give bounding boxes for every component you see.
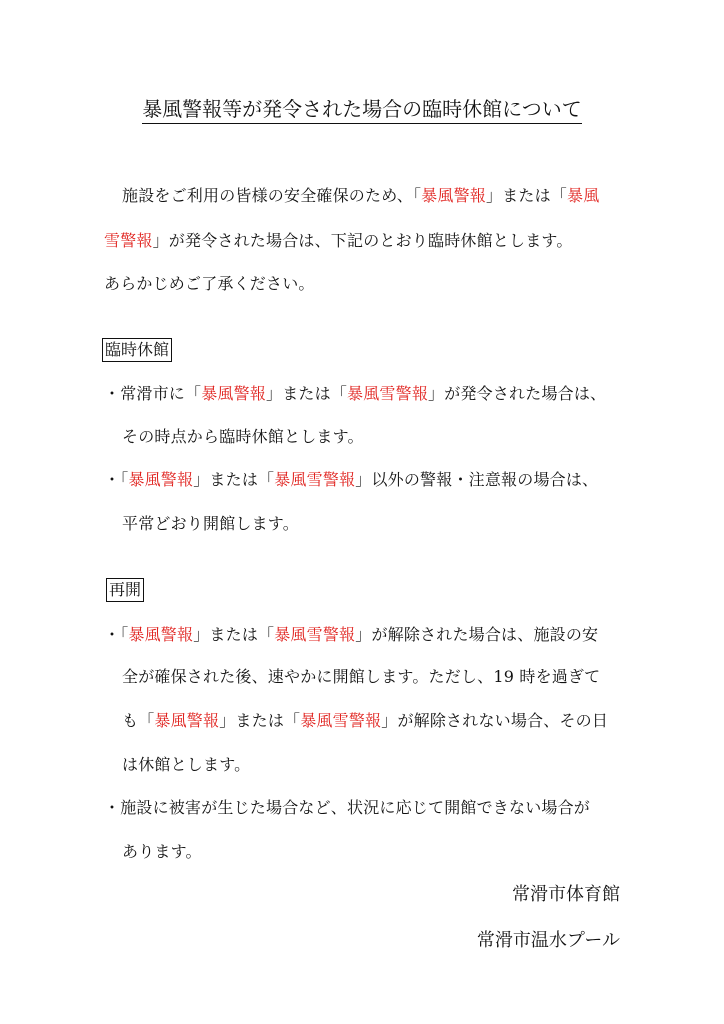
signature-gymnasium: 常滑市体育館 bbox=[512, 884, 620, 905]
reopen-bullet-1-line-3 bbox=[122, 711, 608, 731]
body-text: ・常滑市に「 bbox=[104, 384, 202, 403]
emphasis-text: 暴風警報 bbox=[421, 186, 486, 205]
closure-bullet-1-line-2: その時点から臨時休館とします。 bbox=[122, 427, 364, 446]
section-heading-closure: 臨時休館 bbox=[102, 338, 172, 362]
closure-bullet-2-line-2: 平常どおり開館します。 bbox=[122, 514, 299, 533]
document-title bbox=[0, 96, 724, 122]
emphasis-text: 雪警報 bbox=[104, 231, 153, 250]
body-text: 」が発令された場合は、 bbox=[428, 384, 607, 403]
intro-text: 施設をご利用の皆様の安全確保のため、「 bbox=[122, 186, 422, 205]
reopen-bullet-2-line-1: ・施設に被害が生じた場合など、状況に応じて開館できない場合が bbox=[104, 798, 591, 817]
intro-line-3 bbox=[104, 274, 315, 294]
reopen-bullet-1-line-1 bbox=[104, 625, 598, 645]
emphasis-text: 暴風雪警報 bbox=[300, 711, 382, 730]
intro-text: 」が発令された場合は、下記のとおり臨時休館とします。 bbox=[152, 231, 573, 250]
emphasis-text: 暴風雪警報 bbox=[347, 384, 429, 403]
body-text: 」以外の警報・注意報の場合は、 bbox=[355, 470, 599, 489]
intro-line-1 bbox=[122, 186, 599, 206]
reopen-bullet-2-line-2: あります。 bbox=[122, 842, 202, 861]
emphasis-text: 暴風雪警報 bbox=[274, 625, 356, 644]
body-text: 」または「 bbox=[193, 625, 275, 644]
document-title-text: 暴風警報等が発令された場合の臨時休館について bbox=[142, 97, 582, 124]
body-text: 」が解除されない場合、その日 bbox=[381, 711, 609, 730]
body-text: 」または「 bbox=[266, 384, 348, 403]
intro-text: 」または「 bbox=[485, 186, 567, 205]
closure-bullet-2-line-1 bbox=[104, 470, 598, 490]
emphasis-text: 暴風雪警報 bbox=[274, 470, 356, 489]
emphasis-text: 暴風警報 bbox=[128, 625, 194, 644]
intro-line-2 bbox=[104, 231, 573, 251]
body-text: も「 bbox=[122, 711, 155, 730]
body-text: 」または「 bbox=[193, 470, 275, 489]
body-text: ・「 bbox=[104, 625, 129, 644]
body-text: 」が解除された場合は、施設の安 bbox=[355, 625, 599, 644]
reopen-bullet-1-line-4: は休館とします。 bbox=[122, 755, 251, 774]
body-text: ・「 bbox=[104, 470, 129, 489]
emphasis-text: 暴風警報 bbox=[128, 470, 194, 489]
reopen-bullet-1-line-2: 全が確保された後、速やかに開館します。ただし、19 時を過ぎて bbox=[122, 667, 601, 686]
closure-bullet-1-line-1 bbox=[104, 384, 606, 404]
emphasis-text: 暴風警報 bbox=[154, 711, 220, 730]
emphasis-text: 暴風 bbox=[567, 186, 600, 205]
intro-text: あらかじめご了承ください。 bbox=[104, 274, 315, 293]
emphasis-text: 暴風警報 bbox=[201, 384, 267, 403]
section-heading-reopen: 再開 bbox=[106, 578, 144, 602]
signature-pool: 常滑市温水プール bbox=[476, 930, 620, 951]
body-text: 」または「 bbox=[219, 711, 301, 730]
